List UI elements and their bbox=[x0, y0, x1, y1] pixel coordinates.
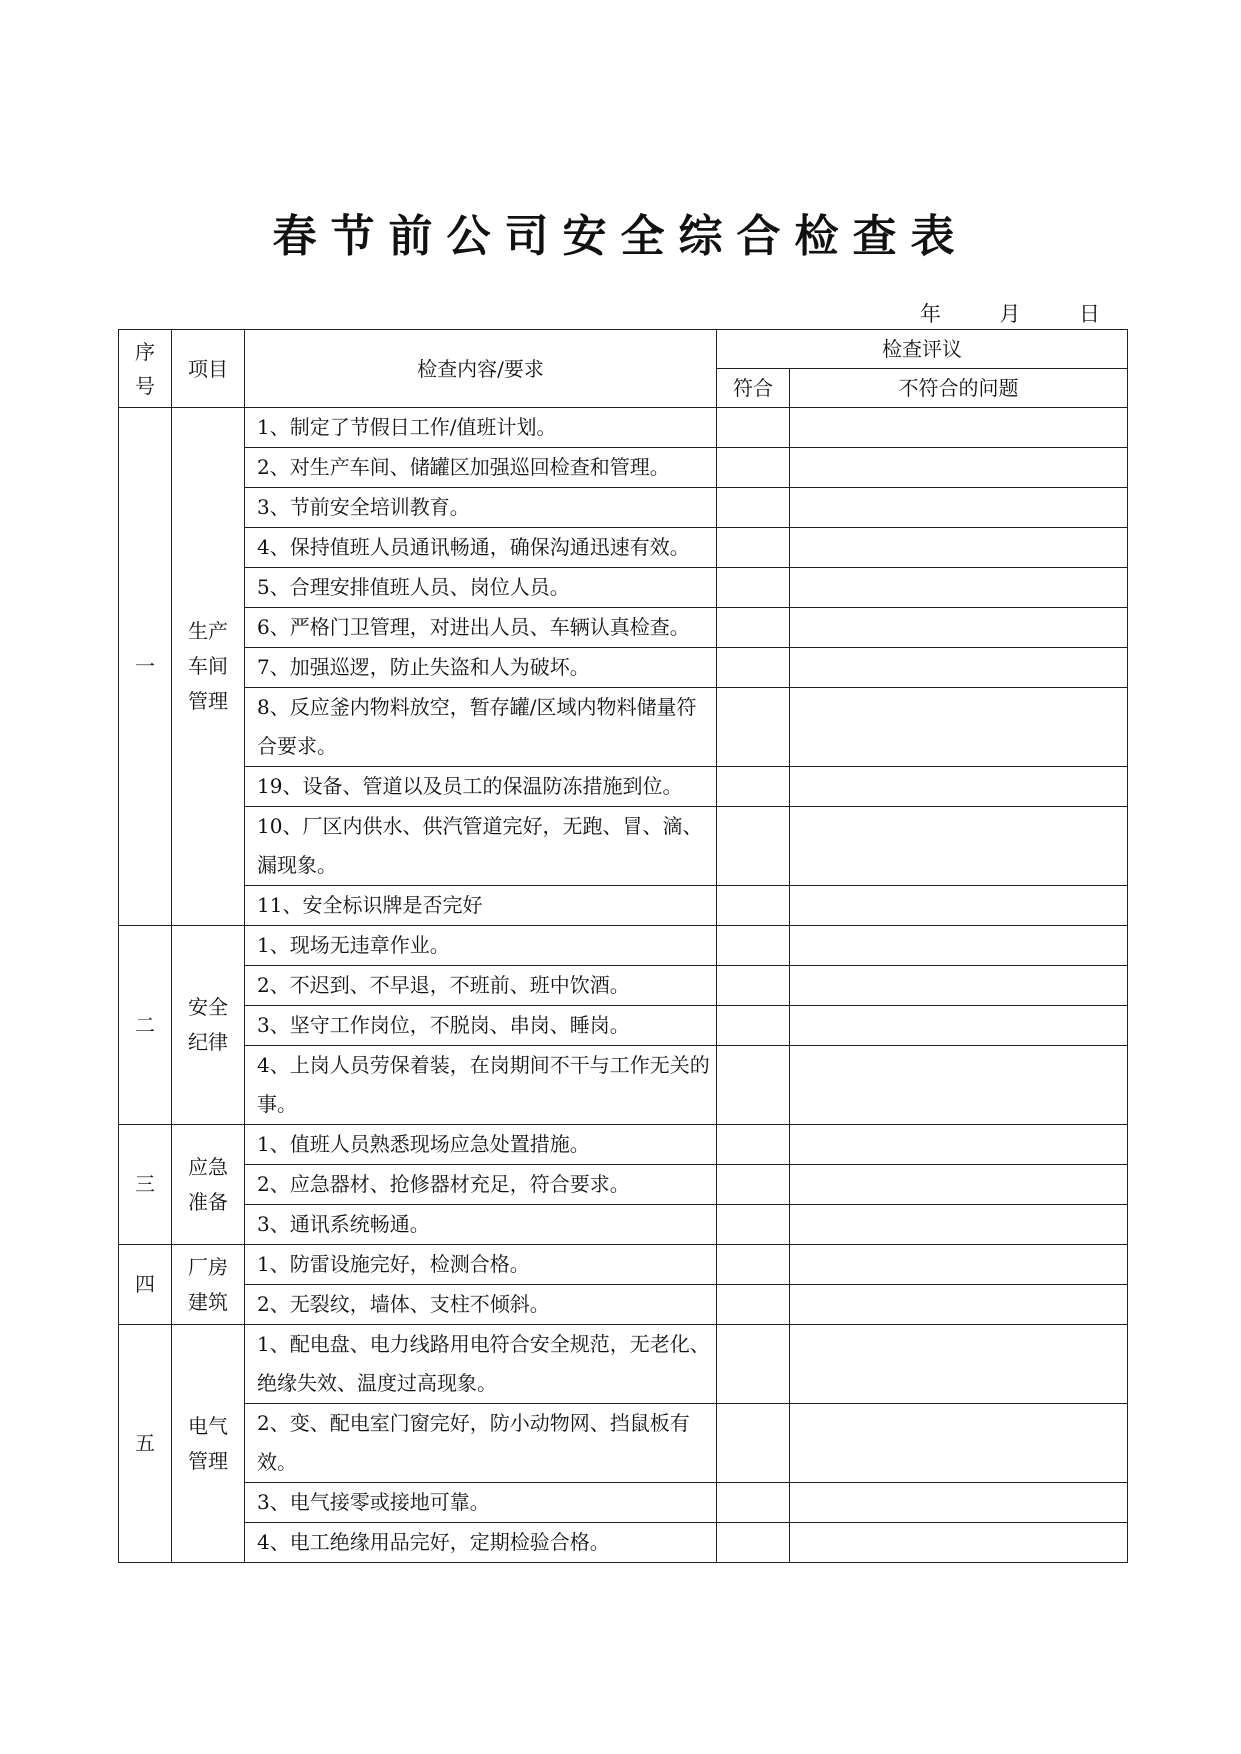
date-line bbox=[920, 298, 1100, 328]
nonconform-issue-cell[interactable] bbox=[790, 1245, 1128, 1285]
nonconform-issue-cell[interactable] bbox=[790, 1165, 1128, 1205]
nonconform-issue-cell[interactable] bbox=[790, 1483, 1128, 1523]
check-item-text: 11、安全标识牌是否完好 bbox=[245, 886, 717, 926]
conform-cell[interactable] bbox=[717, 448, 790, 488]
nonconform-issue-cell[interactable] bbox=[790, 1205, 1128, 1245]
table-row bbox=[119, 688, 1128, 767]
section-project bbox=[172, 1245, 245, 1325]
nonconform-issue-cell[interactable] bbox=[790, 528, 1128, 568]
nonconform-issue-cell[interactable] bbox=[790, 886, 1128, 926]
check-item-text: 10、厂区内供水、供汽管道完好，无跑、冒、滴、漏现象。 bbox=[245, 807, 717, 886]
nonconform-issue-cell[interactable] bbox=[790, 1285, 1128, 1325]
table-row bbox=[119, 648, 1128, 688]
check-item-text: 3、坚守工作岗位，不脱岗、串岗、睡岗。 bbox=[245, 1006, 717, 1046]
section-project-label: 应急准备 bbox=[188, 1154, 228, 1214]
check-item-text: 1、制定了节假日工作/值班计划。 bbox=[245, 408, 717, 448]
conform-cell[interactable] bbox=[717, 886, 790, 926]
conform-cell[interactable] bbox=[717, 408, 790, 448]
conform-cell[interactable] bbox=[717, 1046, 790, 1125]
conform-cell[interactable] bbox=[717, 1205, 790, 1245]
date-day: 日 bbox=[1079, 302, 1100, 326]
header-content: 检查内容/要求 bbox=[245, 330, 717, 408]
conform-cell[interactable] bbox=[717, 767, 790, 807]
check-item-text: 1、防雷设施完好，检测合格。 bbox=[245, 1245, 717, 1285]
conform-cell[interactable] bbox=[717, 1125, 790, 1165]
nonconform-issue-cell[interactable] bbox=[790, 648, 1128, 688]
section-project-label: 生产车间管理 bbox=[188, 619, 228, 713]
table-row bbox=[119, 528, 1128, 568]
table-body bbox=[119, 408, 1128, 1563]
conform-cell[interactable] bbox=[717, 1285, 790, 1325]
conform-cell[interactable] bbox=[717, 1404, 790, 1483]
header-seq-label: 序号 bbox=[135, 339, 155, 398]
section-seq: 二 bbox=[119, 926, 172, 1125]
table-row bbox=[119, 1483, 1128, 1523]
table-row bbox=[119, 1165, 1128, 1205]
table-row bbox=[119, 1006, 1128, 1046]
nonconform-issue-cell[interactable] bbox=[790, 767, 1128, 807]
check-item-text: 2、应急器材、抢修器材充足，符合要求。 bbox=[245, 1165, 717, 1205]
check-item-text: 2、不迟到、不早退，不班前、班中饮酒。 bbox=[245, 966, 717, 1006]
document-title: 春节前公司安全综合检查表 bbox=[272, 211, 969, 262]
conform-cell[interactable] bbox=[717, 1165, 790, 1205]
conform-cell[interactable] bbox=[717, 926, 790, 966]
table-row bbox=[119, 807, 1128, 886]
check-item-text: 4、电工绝缘用品完好，定期检验合格。 bbox=[245, 1523, 717, 1563]
check-item-text: 5、合理安排值班人员、岗位人员。 bbox=[245, 568, 717, 608]
inspection-table bbox=[118, 329, 1128, 1563]
section-project bbox=[172, 408, 245, 926]
table-row bbox=[119, 886, 1128, 926]
section-seq: 五 bbox=[119, 1325, 172, 1563]
check-item-text: 1、值班人员熟悉现场应急处置措施。 bbox=[245, 1125, 717, 1165]
check-item-text: 4、上岗人员劳保着装，在岗期间不干与工作无关的事。 bbox=[245, 1046, 717, 1125]
table-row bbox=[119, 1285, 1128, 1325]
nonconform-issue-cell[interactable] bbox=[790, 807, 1128, 886]
check-item-text: 2、对生产车间、储罐区加强巡回检查和管理。 bbox=[245, 448, 717, 488]
nonconform-issue-cell[interactable] bbox=[790, 488, 1128, 528]
header-seq bbox=[119, 330, 172, 408]
date-month: 月 bbox=[999, 302, 1021, 326]
section-seq: 一 bbox=[119, 408, 172, 926]
conform-cell[interactable] bbox=[717, 1523, 790, 1563]
nonconform-issue-cell[interactable] bbox=[790, 688, 1128, 767]
nonconform-issue-cell[interactable] bbox=[790, 1523, 1128, 1563]
table-row bbox=[119, 767, 1128, 807]
check-item-text: 2、变、配电室门窗完好，防小动物网、挡鼠板有效。 bbox=[245, 1404, 717, 1483]
section-project bbox=[172, 1325, 245, 1563]
conform-cell[interactable] bbox=[717, 1245, 790, 1285]
table-row bbox=[119, 926, 1128, 966]
nonconform-issue-cell[interactable] bbox=[790, 1325, 1128, 1404]
section-project-label: 电气管理 bbox=[188, 1413, 228, 1473]
date-year: 年 bbox=[920, 302, 941, 326]
check-item-text: 3、电气接零或接地可靠。 bbox=[245, 1483, 717, 1523]
table-row bbox=[119, 1404, 1128, 1483]
nonconform-issue-cell[interactable] bbox=[790, 926, 1128, 966]
table-row bbox=[119, 1325, 1128, 1404]
table-row bbox=[119, 1046, 1128, 1125]
conform-cell[interactable] bbox=[717, 966, 790, 1006]
conform-cell[interactable] bbox=[717, 807, 790, 886]
nonconform-issue-cell[interactable] bbox=[790, 1046, 1128, 1125]
section-project bbox=[172, 926, 245, 1125]
conform-cell[interactable] bbox=[717, 568, 790, 608]
conform-cell[interactable] bbox=[717, 1006, 790, 1046]
header-nonconform: 不符合的问题 bbox=[790, 369, 1128, 408]
nonconform-issue-cell[interactable] bbox=[790, 608, 1128, 648]
nonconform-issue-cell[interactable] bbox=[790, 1404, 1128, 1483]
header-conform: 符合 bbox=[717, 369, 790, 408]
section-project-label: 厂房建筑 bbox=[188, 1254, 228, 1314]
nonconform-issue-cell[interactable] bbox=[790, 1125, 1128, 1165]
section-project bbox=[172, 1125, 245, 1245]
check-item-text: 8、反应釜内物料放空，暂存罐/区域内物料储量符合要求。 bbox=[245, 688, 717, 767]
table-row bbox=[119, 448, 1128, 488]
conform-cell[interactable] bbox=[717, 528, 790, 568]
conform-cell[interactable] bbox=[717, 488, 790, 528]
conform-cell[interactable] bbox=[717, 688, 790, 767]
check-item-text: 3、通讯系统畅通。 bbox=[245, 1205, 717, 1245]
nonconform-issue-cell[interactable] bbox=[790, 966, 1128, 1006]
check-item-text: 1、配电盘、电力线路用电符合安全规范，无老化、绝缘失效、温度过高现象。 bbox=[245, 1325, 717, 1404]
check-item-text: 6、严格门卫管理，对进出人员、车辆认真检查。 bbox=[245, 608, 717, 648]
nonconform-issue-cell[interactable] bbox=[790, 568, 1128, 608]
section-seq: 三 bbox=[119, 1125, 172, 1245]
table-row bbox=[119, 568, 1128, 608]
conform-cell[interactable] bbox=[717, 1483, 790, 1523]
section-seq: 四 bbox=[119, 1245, 172, 1325]
table-row bbox=[119, 1205, 1128, 1245]
table-row bbox=[119, 1245, 1128, 1285]
nonconform-issue-cell[interactable] bbox=[790, 1006, 1128, 1046]
check-item-text: 19、设备、管道以及员工的保温防冻措施到位。 bbox=[245, 767, 717, 807]
table-row bbox=[119, 1125, 1128, 1165]
check-item-text: 3、节前安全培训教育。 bbox=[245, 488, 717, 528]
check-item-text: 2、无裂纹，墙体、支柱不倾斜。 bbox=[245, 1285, 717, 1325]
conform-cell[interactable] bbox=[717, 608, 790, 648]
nonconform-issue-cell[interactable] bbox=[790, 408, 1128, 448]
check-item-text: 4、保持值班人员通讯畅通，确保沟通迅速有效。 bbox=[245, 528, 717, 568]
nonconform-issue-cell[interactable] bbox=[790, 448, 1128, 488]
conform-cell[interactable] bbox=[717, 648, 790, 688]
table-row bbox=[119, 966, 1128, 1006]
check-item-text: 1、现场无违章作业。 bbox=[245, 926, 717, 966]
conform-cell[interactable] bbox=[717, 1325, 790, 1404]
header-evaluation: 检查评议 bbox=[717, 330, 1128, 369]
section-project-label: 安全纪律 bbox=[188, 995, 228, 1054]
table-row bbox=[119, 408, 1128, 448]
table-row bbox=[119, 1523, 1128, 1563]
table-row bbox=[119, 488, 1128, 528]
header-project: 项目 bbox=[172, 330, 245, 408]
check-item-text: 7、加强巡逻，防止失盗和人为破坏。 bbox=[245, 648, 717, 688]
table-row bbox=[119, 608, 1128, 648]
